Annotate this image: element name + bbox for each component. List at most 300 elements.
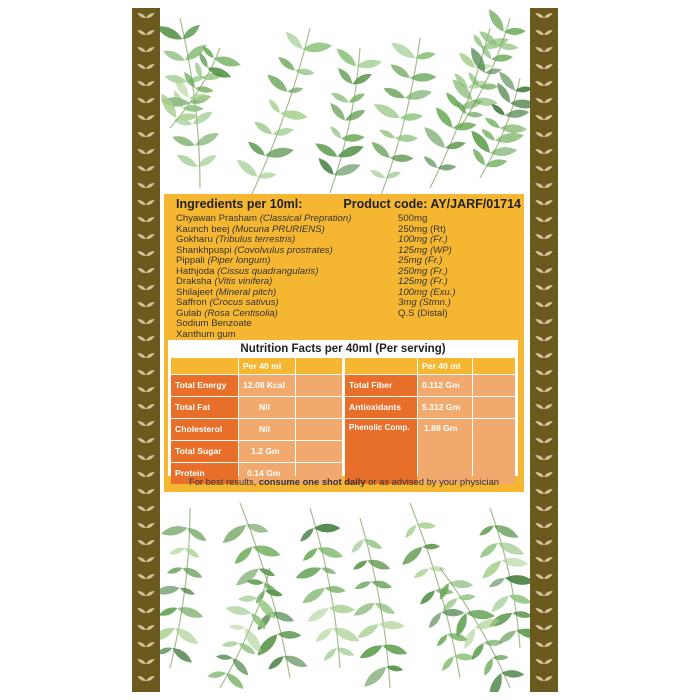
watercolor-leaf-icon [232, 544, 255, 567]
border-leaf-icon [145, 556, 155, 564]
watercolor-leaf-icon [403, 523, 418, 540]
border-leaf-icon [145, 386, 155, 394]
border-leaf-icon [535, 675, 545, 683]
watercolor-leaf-icon [373, 600, 397, 617]
product-code: Product code: AY/JARF/01714 [343, 197, 521, 211]
border-leaf-icon [137, 658, 147, 666]
column-header: Per 40 ml [418, 358, 472, 374]
left-decorative-border [132, 8, 160, 692]
border-leaf-icon [145, 641, 155, 649]
watercolor-leaf-icon [314, 524, 341, 533]
border-leaf-icon [137, 233, 147, 241]
border-leaf-icon [137, 131, 147, 139]
border-leaf-icon [543, 335, 553, 343]
watercolor-leaf-icon [160, 645, 173, 656]
watercolor-leaf-icon [221, 640, 239, 648]
watercolor-leaf-icon [410, 73, 437, 83]
watercolor-leaf-icon [182, 105, 203, 113]
border-leaf-icon [137, 97, 147, 105]
ingredient-name: Shankhpuspi [176, 244, 235, 256]
watercolor-leaf-icon [501, 669, 525, 678]
border-leaf-icon [543, 301, 553, 309]
border-leaf-icon [145, 607, 155, 615]
watercolor-leaf-icon [429, 566, 447, 572]
watercolor-leaf-icon [334, 45, 359, 69]
watercolor-leaf-icon [416, 522, 436, 530]
watercolor-leaf-icon [336, 66, 356, 87]
watercolor-leaf-icon [366, 557, 391, 573]
watercolor-leaf-icon [399, 544, 425, 569]
ingredient-amount: Q.S (Distal) [398, 307, 448, 319]
border-leaf-icon [535, 573, 545, 581]
watercolor-leaf-icon [382, 85, 407, 102]
border-leaf-icon [535, 114, 545, 122]
border-leaf-icon [543, 641, 553, 649]
watercolor-leaf-icon [389, 39, 418, 62]
watercolor-leaf-icon [388, 61, 412, 81]
border-leaf-icon [145, 420, 155, 428]
ingredient-latin: (Tribulus terrestris) [215, 234, 296, 245]
usage-instructions [164, 476, 524, 487]
watercolor-leaf-icon [351, 600, 377, 619]
border-leaf-icon [137, 165, 147, 173]
border-leaf-icon [145, 335, 155, 343]
watercolor-leaf-icon [267, 97, 283, 115]
border-leaf-icon [137, 471, 147, 479]
border-leaf-icon [137, 437, 147, 445]
watercolor-leaf-icon [426, 610, 443, 630]
border-leaf-icon [137, 114, 147, 122]
border-leaf-icon [543, 607, 553, 615]
border-leaf-icon [145, 658, 155, 666]
watercolor-leaf-icon [466, 608, 496, 620]
border-leaf-icon [137, 607, 147, 615]
watercolor-leaf-icon [258, 566, 277, 578]
watercolor-leaf-icon [265, 71, 291, 95]
watercolor-leaf-icon [325, 585, 347, 595]
border-leaf-icon [137, 369, 147, 377]
border-leaf-icon [145, 182, 155, 190]
watercolor-leaf-icon [320, 566, 337, 576]
border-leaf-icon [137, 488, 147, 496]
ingredient-amount: 250mg (Fr.) [398, 265, 448, 277]
border-leaf-icon [137, 573, 147, 581]
border-leaf-icon [137, 641, 147, 649]
watercolor-leaf-icon [489, 593, 512, 615]
border-leaf-icon [145, 284, 155, 292]
border-leaf-icon [137, 335, 147, 343]
border-leaf-icon [535, 607, 545, 615]
border-leaf-icon [543, 369, 553, 377]
border-leaf-icon [137, 80, 147, 88]
border-leaf-icon [535, 590, 545, 598]
watercolor-leaf-icon [483, 115, 501, 130]
border-leaf-icon [137, 624, 147, 632]
nutrition-facts-title: Nutrition Facts per 40ml (Per serving) [240, 343, 446, 355]
watercolor-leaf-icon [279, 109, 308, 122]
watercolor-leaf-icon [351, 71, 374, 87]
watercolor-leaf-icon [287, 86, 304, 94]
nutrient-value: 1.88 Gm [418, 419, 472, 484]
border-leaf-icon [543, 97, 553, 105]
watercolor-leaf-icon [160, 624, 177, 644]
border-leaf-icon [137, 301, 147, 309]
watercolor-leaf-icon [478, 523, 496, 538]
watercolor-leaf-icon [264, 145, 295, 160]
border-leaf-icon [543, 488, 553, 496]
column-header: Per 40 ml [239, 358, 295, 374]
border-leaf-icon [137, 63, 147, 71]
watercolor-leaf-icon [266, 654, 286, 672]
watercolor-leaf-icon [300, 584, 328, 607]
watercolor-leaf-icon [487, 575, 506, 589]
border-leaf-icon [137, 454, 147, 462]
ingredients-heading: Ingredients per 10ml: [176, 197, 303, 211]
ingredient-name: Chyawan Prasham [176, 213, 260, 224]
ingredient-latin: (Mucuna PRURIENS) [232, 223, 325, 235]
watercolor-leaf-icon [301, 546, 320, 564]
watercolor-leaf-icon [421, 124, 448, 152]
ingredient-name: Gulab [176, 307, 205, 319]
ingredient-amount: 100mg (Fr.) [398, 234, 448, 245]
border-leaf-icon [535, 63, 545, 71]
ingredient-latin: (Covolvulus prostrates) [234, 244, 333, 256]
border-leaf-icon [137, 12, 147, 20]
left-border-leaf-pattern [132, 8, 160, 692]
border-leaf-icon [145, 301, 155, 309]
border-leaf-icon [535, 131, 545, 139]
watercolor-leaf-icon [193, 129, 221, 149]
border-leaf-icon [535, 403, 545, 411]
border-leaf-icon [535, 182, 545, 190]
border-leaf-icon [145, 539, 155, 547]
border-leaf-icon [543, 624, 553, 632]
border-leaf-icon [543, 590, 553, 598]
nutrient-label: Phenolic Comp. [345, 419, 417, 484]
border-leaf-icon [145, 46, 155, 54]
watercolor-leaf-icon [390, 154, 414, 162]
border-leaf-icon [535, 12, 545, 20]
ingredient-latin: (Cissus quadrangularis) [217, 265, 319, 277]
border-leaf-icon [543, 352, 553, 360]
border-leaf-icon [543, 386, 553, 394]
watercolor-leaf-icon [466, 112, 483, 118]
border-leaf-icon [145, 29, 155, 37]
watercolor-leaf-icon [349, 537, 366, 555]
border-leaf-icon [535, 624, 545, 632]
border-leaf-icon [145, 403, 155, 411]
border-leaf-icon [535, 165, 545, 173]
border-leaf-icon [145, 454, 155, 462]
border-leaf-icon [137, 386, 147, 394]
border-leaf-icon [543, 148, 553, 156]
border-leaf-icon [535, 250, 545, 258]
ingredients-list [176, 214, 506, 340]
ingredient-name: Hathjoda [176, 265, 218, 277]
border-leaf-icon [137, 539, 147, 547]
ingredient-amount: 125mg (Fr.) [398, 276, 448, 287]
watercolor-leaf-icon [170, 645, 194, 666]
ingredient-latin: (Crocus sativus) [209, 297, 279, 308]
border-leaf-icon [535, 437, 545, 445]
ingredient-latin: (Vitis vinifera) [214, 276, 273, 287]
watercolor-leaf-icon [246, 139, 267, 158]
nutrient-label: Antioxidants [345, 397, 417, 418]
border-leaf-icon [535, 335, 545, 343]
ingredient-latin: (Piper longum) [207, 255, 271, 266]
watercolor-leaf-icon [168, 545, 186, 556]
border-leaf-icon [145, 675, 155, 683]
border-leaf-icon [137, 284, 147, 292]
ingredient-name: Gokharu [176, 234, 216, 245]
watercolor-leaf-icon [294, 564, 323, 582]
border-leaf-icon [145, 80, 155, 88]
border-leaf-icon [543, 318, 553, 326]
watercolor-leaf-icon [330, 624, 361, 646]
watercolor-leaf-icon [508, 592, 530, 607]
ingredient-latin: (Classical Prepration) [259, 213, 352, 224]
watercolor-leaf-icon [298, 526, 316, 544]
border-leaf-icon [137, 46, 147, 54]
watercolor-leaf-icon [316, 156, 336, 178]
border-leaf-icon [137, 352, 147, 360]
watercolor-leaf-icon [437, 164, 456, 171]
border-leaf-icon [145, 250, 155, 258]
watercolor-leaf-icon [440, 654, 457, 673]
nutrient-label: Protein [171, 463, 238, 484]
watercolor-leaf-icon [512, 610, 530, 619]
watercolor-leaf-icon [400, 112, 424, 121]
watercolor-leaf-icon [485, 8, 507, 34]
watercolor-leaf-icon [418, 588, 437, 607]
border-leaf-icon [145, 114, 155, 122]
border-leaf-icon [543, 573, 553, 581]
border-leaf-icon [145, 471, 155, 479]
watercolor-leaf-icon [171, 133, 196, 149]
ingredient-latin: (Rosa Centisolia) [204, 307, 278, 319]
watercolor-leaf-icon [347, 91, 366, 105]
border-leaf-icon [145, 352, 155, 360]
watercolor-leaf-icon [448, 579, 473, 589]
watercolor-leaf-icon [238, 595, 258, 603]
watercolor-leaf-icon [179, 586, 196, 597]
border-leaf-icon [535, 233, 545, 241]
border-leaf-icon [543, 403, 553, 411]
border-leaf-icon [535, 556, 545, 564]
watercolor-leaf-icon [370, 578, 393, 590]
nutrient-value: Nil [239, 397, 295, 418]
border-leaf-icon [543, 182, 553, 190]
watercolor-leaf-icon [496, 539, 526, 559]
footer-text-post: or as advised by your physician [365, 476, 500, 487]
ingredient-name: Pippali [176, 255, 208, 266]
watercolor-leaf-icon [162, 48, 187, 64]
watercolor-leaf-icon [313, 140, 339, 160]
border-leaf-icon [145, 165, 155, 173]
border-leaf-icon [535, 369, 545, 377]
watercolor-leaf-icon [479, 557, 504, 581]
border-leaf-icon [145, 522, 155, 530]
border-leaf-icon [145, 97, 155, 105]
ingredient-amount: 100mg (Exu.) [398, 286, 456, 298]
watercolor-leaf-icon [404, 88, 433, 103]
border-leaf-icon [145, 148, 155, 156]
border-leaf-icon [137, 29, 147, 37]
border-leaf-icon [535, 488, 545, 496]
ingredient-amount: 250mg (Rt) [398, 223, 446, 235]
right-decorative-border [530, 8, 558, 692]
border-leaf-icon [535, 454, 545, 462]
watercolor-leaf-icon [332, 161, 362, 180]
nutrient-value: 0.14 Gm [239, 463, 295, 484]
border-leaf-icon [543, 250, 553, 258]
ingredients-header-row [176, 197, 521, 213]
border-leaf-icon [145, 505, 155, 513]
watercolor-leaf-icon [252, 119, 274, 137]
border-leaf-icon [543, 284, 553, 292]
border-leaf-icon [543, 46, 553, 54]
ingredient-name: Kaunch beej [176, 223, 233, 235]
ingredient-name: Sodium Benzoate [176, 318, 252, 329]
border-leaf-icon [543, 539, 553, 547]
border-leaf-icon [535, 29, 545, 37]
border-leaf-icon [137, 216, 147, 224]
nutrient-label: Cholesterol [171, 419, 238, 440]
watercolor-leaf-icon [353, 579, 372, 591]
ingredient-name: Saffron [176, 297, 210, 308]
border-leaf-icon [543, 216, 553, 224]
watercolor-leaf-icon [183, 546, 201, 560]
border-leaf-icon [145, 369, 155, 377]
watercolor-leaf-icon [378, 127, 396, 140]
border-leaf-icon [137, 318, 147, 326]
ingredient-row [176, 330, 506, 341]
watercolor-leaf-icon [504, 573, 530, 586]
border-leaf-icon [535, 386, 545, 394]
watercolor-leaf-icon [229, 624, 246, 631]
border-leaf-icon [535, 301, 545, 309]
nutrient-value: 12.08 Kcal [239, 375, 295, 396]
border-leaf-icon [543, 471, 553, 479]
watercolor-leaf-icon [160, 605, 179, 618]
border-leaf-icon [137, 556, 147, 564]
watercolor-leaf-icon [433, 105, 456, 131]
border-leaf-icon [543, 505, 553, 513]
border-leaf-icon [137, 148, 147, 156]
border-leaf-icon [137, 675, 147, 683]
watercolor-leaf-icon [352, 558, 369, 572]
watercolor-leaf-icon [435, 633, 449, 648]
right-border-leaf-pattern [530, 8, 558, 692]
border-leaf-icon [535, 522, 545, 530]
border-leaf-icon [145, 233, 155, 241]
nutrition-facts-box [168, 340, 518, 476]
watercolor-leaf-icon [224, 670, 247, 691]
watercolor-leaf-icon [372, 100, 403, 122]
border-leaf-icon [543, 675, 553, 683]
ingredient-name: Shilajeet [176, 286, 216, 298]
ingredient-name: Draksha [176, 276, 215, 287]
watercolor-leaf-icon [160, 584, 181, 597]
watercolor-leaf-icon [477, 540, 500, 560]
nutrient-value: Nil [239, 419, 295, 440]
ingredient-amount: 3mg (Stmn.) [398, 297, 451, 308]
watercolor-leaf-icon [305, 605, 331, 626]
ingredient-latin: (Mineral pitch) [215, 286, 277, 298]
border-leaf-icon [535, 284, 545, 292]
border-leaf-icon [145, 590, 155, 598]
watercolor-leaf-icon [328, 124, 343, 140]
watercolor-leaf-icon [369, 168, 387, 181]
watercolor-leaf-icon [486, 671, 506, 692]
watercolor-leaf-icon [166, 566, 183, 576]
border-leaf-icon [535, 97, 545, 105]
watercolor-leaf-icon [484, 157, 508, 169]
watercolor-leaf-icon [216, 654, 233, 661]
border-leaf-icon [137, 250, 147, 258]
watercolor-leaf-icon [276, 54, 297, 73]
border-leaf-icon [145, 624, 155, 632]
border-leaf-icon [137, 267, 147, 275]
border-leaf-icon [535, 420, 545, 428]
border-leaf-icon [145, 63, 155, 71]
border-leaf-icon [543, 658, 553, 666]
ingredient-amount: 125mg (WP) [398, 244, 452, 256]
border-leaf-icon [145, 216, 155, 224]
watercolor-leaf-icon [490, 146, 518, 157]
nutrient-value: 1.2 Gm [239, 441, 295, 462]
border-leaf-icon [543, 12, 553, 20]
border-leaf-icon [535, 505, 545, 513]
border-leaf-icon [137, 505, 147, 513]
watercolor-leaf-icon [381, 642, 408, 658]
nutrient-value: 5.312 Gm [418, 397, 472, 418]
border-leaf-icon [543, 267, 553, 275]
border-leaf-icon [543, 420, 553, 428]
border-leaf-icon [535, 46, 545, 54]
border-leaf-icon [543, 199, 553, 207]
border-leaf-icon [543, 233, 553, 241]
watercolor-leaf-icon [341, 133, 365, 142]
watercolor-leaf-icon [230, 655, 251, 678]
border-leaf-icon [535, 80, 545, 88]
border-leaf-icon [137, 590, 147, 598]
border-leaf-icon [543, 80, 553, 88]
watercolor-leaf-icon [369, 139, 393, 161]
watercolor-leaf-icon [220, 521, 249, 547]
watercolor-leaf-icon [422, 154, 440, 170]
nutrient-value: 0.112 Gm [418, 375, 472, 396]
watercolor-leaf-icon [225, 604, 252, 617]
watercolor-leaf-icon [504, 108, 529, 119]
border-leaf-icon [543, 522, 553, 530]
border-leaf-icon [145, 318, 155, 326]
watercolor-leaf-icon [245, 521, 269, 535]
watercolor-leaf-icon [234, 156, 260, 180]
border-leaf-icon [145, 267, 155, 275]
border-leaf-icon [145, 199, 155, 207]
border-leaf-icon [535, 148, 545, 156]
border-leaf-icon [145, 437, 155, 445]
border-leaf-icon [137, 182, 147, 190]
ingredient-name: Xanthum gum [176, 328, 236, 340]
watercolor-leaf-icon [355, 621, 381, 641]
watercolor-leaf-icon [358, 642, 385, 662]
watercolor-leaf-icon [343, 107, 367, 124]
watercolor-leaf-icon [313, 625, 335, 645]
watercolor-leaf-icon [322, 646, 339, 663]
border-leaf-icon [543, 63, 553, 71]
